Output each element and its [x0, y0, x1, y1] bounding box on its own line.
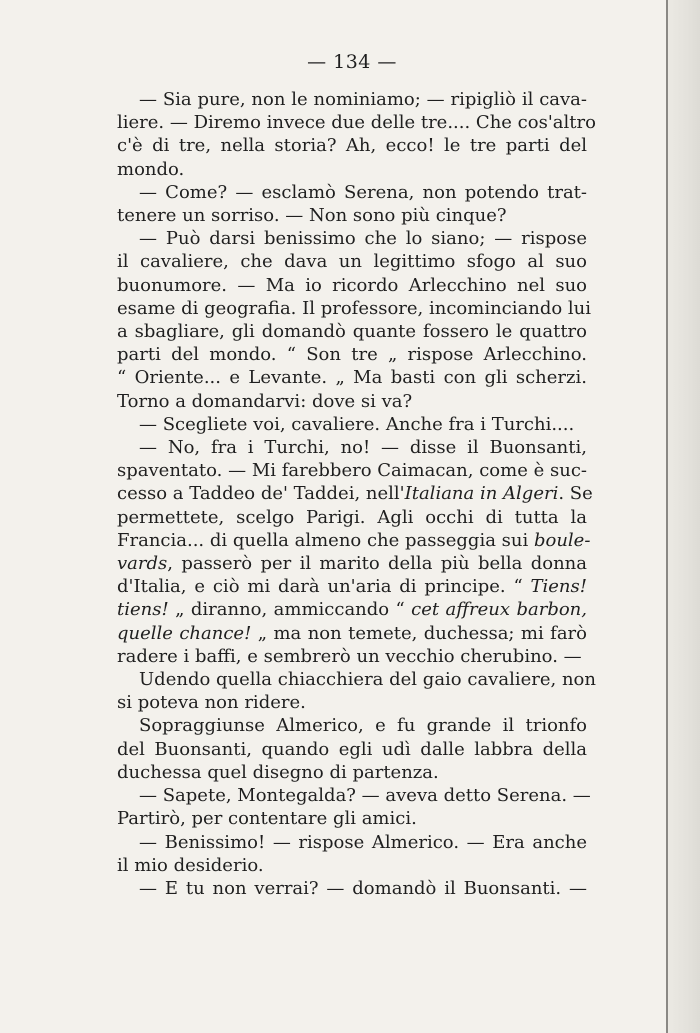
text-line: permettete, scelgo Parigi. Agli occhi di tutta la [117, 506, 587, 528]
text-line: — Scegliete voi, cavaliere. Anche fra i Turchi.... [139, 413, 575, 435]
text-run: Francia... di quella almeno che passeggia sui [117, 529, 534, 551]
page-body-text [117, 88, 596, 900]
text-line: liere. — Diremo invece due delle tre.... Che cos'altro [117, 112, 596, 134]
italic-text: vards [117, 553, 168, 575]
text-run: , passerò per il marito della più bella donna [167, 553, 587, 575]
text-run: d'Italia, e ciò mi darà un'aria di principe. “ [117, 576, 531, 598]
text-line: — No, fra i Turchi, no! — disse il Buonsanti, [139, 437, 587, 459]
text-line: duchessa quel disegno di partenza. [117, 761, 439, 783]
page-fold-line [666, 0, 668, 1033]
italic-text: tiens! [117, 599, 169, 621]
italic-text: Tiens! [530, 576, 587, 598]
text-line: tenere un sorriso. — Non sono più cinque? [117, 205, 507, 227]
text-line: — Sia pure, non le nominiamo; — ripigliò il cava- [139, 89, 587, 110]
text-line: Partirò, per contentare gli amici. [117, 808, 417, 830]
text-line [117, 598, 587, 621]
text-line: — Benissimo! — rispose Almerico. — Era anche [139, 831, 587, 853]
text-line [117, 575, 587, 598]
text-line: Sopraggiunse Almerico, e fu grande il trionfo [139, 715, 587, 737]
text-run: . Se [558, 483, 593, 505]
text-line: a sbagliare, gli domandò quante fossero le quattro [117, 321, 587, 343]
page-number: — 134 — [307, 51, 397, 73]
text-line: c'è di tre, nella storia? Ah, ecco! le tre parti del [117, 135, 587, 157]
text-run: cesso a Taddeo de' Taddei, nell' [117, 483, 405, 505]
text-line: parti del mondo. “ Son tre „ rispose Arlecchino. [117, 344, 587, 366]
text-line [117, 552, 587, 575]
text-line: si poteva non ridere. [117, 692, 306, 714]
book-page [117, 50, 596, 900]
text-line: mondo. [117, 158, 185, 180]
text-line [117, 482, 593, 505]
text-line: “ Oriente... e Levante. „ Ma basti con gli scherzi. [117, 367, 587, 389]
text-line: — Sapete, Montegalda? — aveva detto Serena. — [139, 785, 591, 807]
text-line: — Come? — esclamò Serena, non potendo trat- [139, 181, 587, 203]
text-line: il mio desiderio. [117, 854, 264, 876]
text-run: „ ma non temete, duchessa; mi farò [251, 622, 587, 644]
italic-text: Italiana in Algeri [404, 483, 559, 505]
text-line [117, 622, 587, 645]
text-line: buonumore. — Ma io ricordo Arlecchino nel suo [117, 274, 587, 296]
text-line [117, 529, 591, 552]
text-line: radere i baffi, e sembrerò un vecchio cherubino. — [117, 645, 582, 667]
text-line: il cavaliere, che dava un legittimo sfogo al suo [117, 251, 587, 273]
text-run: „ diranno, ammiccando “ [168, 599, 412, 621]
text-line: spaventato. — Mi farebbero Caimacan, come è suc- [117, 460, 587, 482]
text-line: del Buonsanti, quando egli udì dalle labbra della [117, 738, 587, 760]
scan-page-edge [666, 0, 700, 1033]
text-line: — E tu non verrai? — domandò il Buonsanti. — [139, 877, 587, 899]
italic-text: quelle chance! [117, 622, 252, 644]
text-line: Udendo quella chiacchiera del gaio cavaliere, non [139, 669, 596, 691]
italic-text: boule- [533, 529, 591, 551]
text-line: — Può darsi benissimo che lo siano; — rispose [139, 228, 587, 250]
text-line: esame di geografia. Il professore, incominciando lui [117, 297, 592, 319]
italic-text: cet affreux barbon, [411, 599, 587, 621]
text-line: Torno a domandarvi: dove si va? [117, 390, 413, 412]
